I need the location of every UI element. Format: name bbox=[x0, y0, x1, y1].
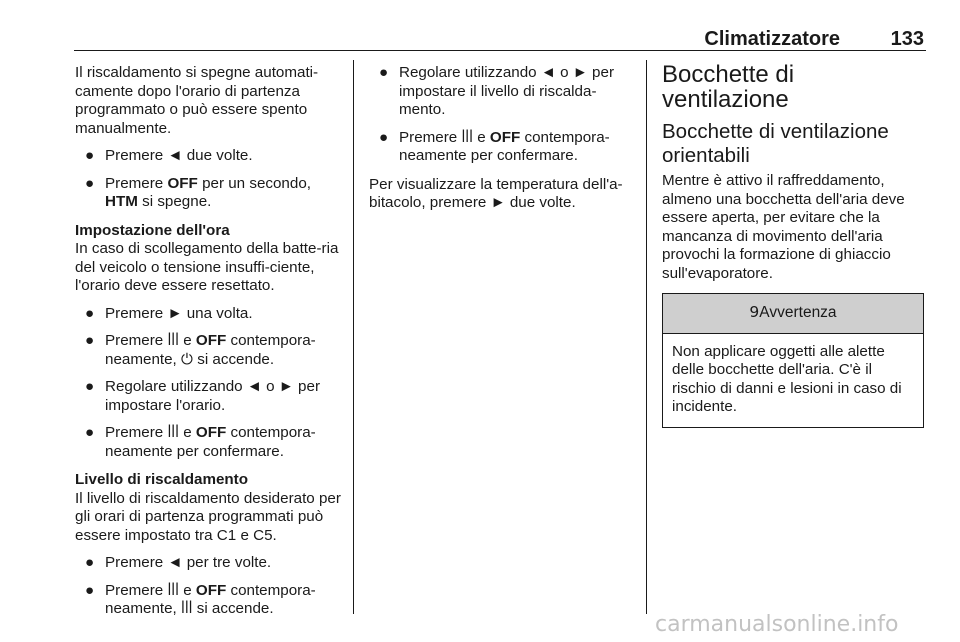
heater-icon: ꟾꟾꟾ bbox=[167, 333, 179, 348]
list-item: ● Premere ꟾꟾꟾ e OFF contempora-neamente, ꟾꟾꟾ si accende. bbox=[85, 581, 316, 617]
list-item: ● Regolare utilizzando ◄ o ► per impostare l'orario. bbox=[85, 378, 320, 414]
list-item: ● Premere OFF per un secondo, HTM si spegne. bbox=[85, 174, 311, 210]
paragraph: In caso di scollegamento della batte-ria del veicolo o tensione insuffi-ciente, l'orario deve essere resettato. bbox=[75, 240, 339, 294]
section-heading: Bocchette di ventilazione bbox=[662, 61, 795, 113]
subheading: Impostazione dell'ora bbox=[75, 221, 230, 239]
list-item: ● Premere ◄ per tre volte. bbox=[85, 554, 272, 571]
list-item: ● Regolare utilizzando ◄ o ► per impostare il livello di riscalda-mento. bbox=[379, 64, 614, 118]
heater-icon: ꟾꟾꟾ bbox=[167, 425, 179, 440]
warning-title: Avvertenza bbox=[759, 304, 837, 321]
right-arrow-icon: ► bbox=[490, 194, 506, 211]
paragraph: Mentre è attivo il raffreddamento, almeno una bocchetta dell'aria deve essere aperta, per evitare che la mancanza di movimento dell'aria provochi la formazione di ghiaccio sull'evaporatore. bbox=[662, 172, 905, 282]
warning-box bbox=[662, 293, 924, 428]
list-item: ● Premere ꟾꟾꟾ e OFF contempora-neamente, ⏻ si accende. bbox=[85, 332, 316, 368]
column-divider bbox=[646, 60, 647, 614]
clock-icon: ⏻ bbox=[181, 350, 194, 368]
list-item: ● Premere ꟾꟾꟾ e OFF contempora-neamente per confermare. bbox=[85, 424, 316, 460]
left-arrow-icon: ◄ bbox=[167, 147, 183, 164]
page-number: 133 bbox=[890, 28, 924, 50]
right-arrow-icon: ► bbox=[278, 378, 294, 395]
subsection-heading: Bocchette di ventilazione orientabili bbox=[662, 120, 889, 167]
right-arrow-icon: ► bbox=[572, 64, 588, 81]
warning-header bbox=[663, 294, 923, 334]
paragraph: Il livello di riscaldamento desiderato per gli orari di partenza programmati può essere impostato tra C1 e C5. bbox=[75, 489, 341, 544]
list-item: ● Premere ꟾꟾꟾ e OFF contempora-neamente per confermare. bbox=[379, 128, 610, 164]
step-list bbox=[75, 147, 343, 212]
column-3 bbox=[662, 61, 925, 428]
step-list bbox=[75, 305, 343, 462]
chapter-title: Climatizzatore bbox=[704, 28, 840, 50]
heater-icon: ꟾꟾꟾ bbox=[167, 582, 179, 598]
list-item: ● Premere ► una volta. bbox=[85, 304, 253, 322]
column-divider bbox=[353, 60, 354, 614]
paragraph: Per visualizzare la temperatura dell'a-bitacolo, premere ► due volte. bbox=[369, 175, 623, 211]
warning-text: Non applicare oggetti alle alette delle bocchette dell'aria. C'è il rischio di danni e lesioni in caso di incidente. bbox=[672, 342, 902, 415]
left-arrow-icon: ◄ bbox=[246, 378, 262, 395]
left-arrow-icon: ◄ bbox=[540, 64, 556, 81]
step-list bbox=[75, 554, 343, 619]
left-arrow-icon: ◄ bbox=[167, 554, 183, 571]
heater-icon: ꟾꟾꟾ bbox=[461, 129, 473, 145]
warning-icon: 9 bbox=[749, 303, 760, 321]
watermark: carmanualsonline.info bbox=[655, 612, 899, 637]
subheading: Livello di riscaldamento bbox=[75, 471, 249, 488]
step-list bbox=[369, 64, 637, 166]
column-2 bbox=[369, 64, 637, 222]
list-item: ● Premere ◄ due volte. bbox=[85, 147, 253, 164]
column-1 bbox=[75, 64, 343, 629]
heater-icon: ꟾꟾꟾ bbox=[181, 601, 193, 616]
page-header bbox=[74, 30, 926, 51]
intro-paragraph: Il riscaldamento si spegne automati-camente dopo l'orario di partenza programmato o può essere spento manualmente. bbox=[75, 64, 319, 137]
right-arrow-icon: ► bbox=[167, 304, 183, 322]
